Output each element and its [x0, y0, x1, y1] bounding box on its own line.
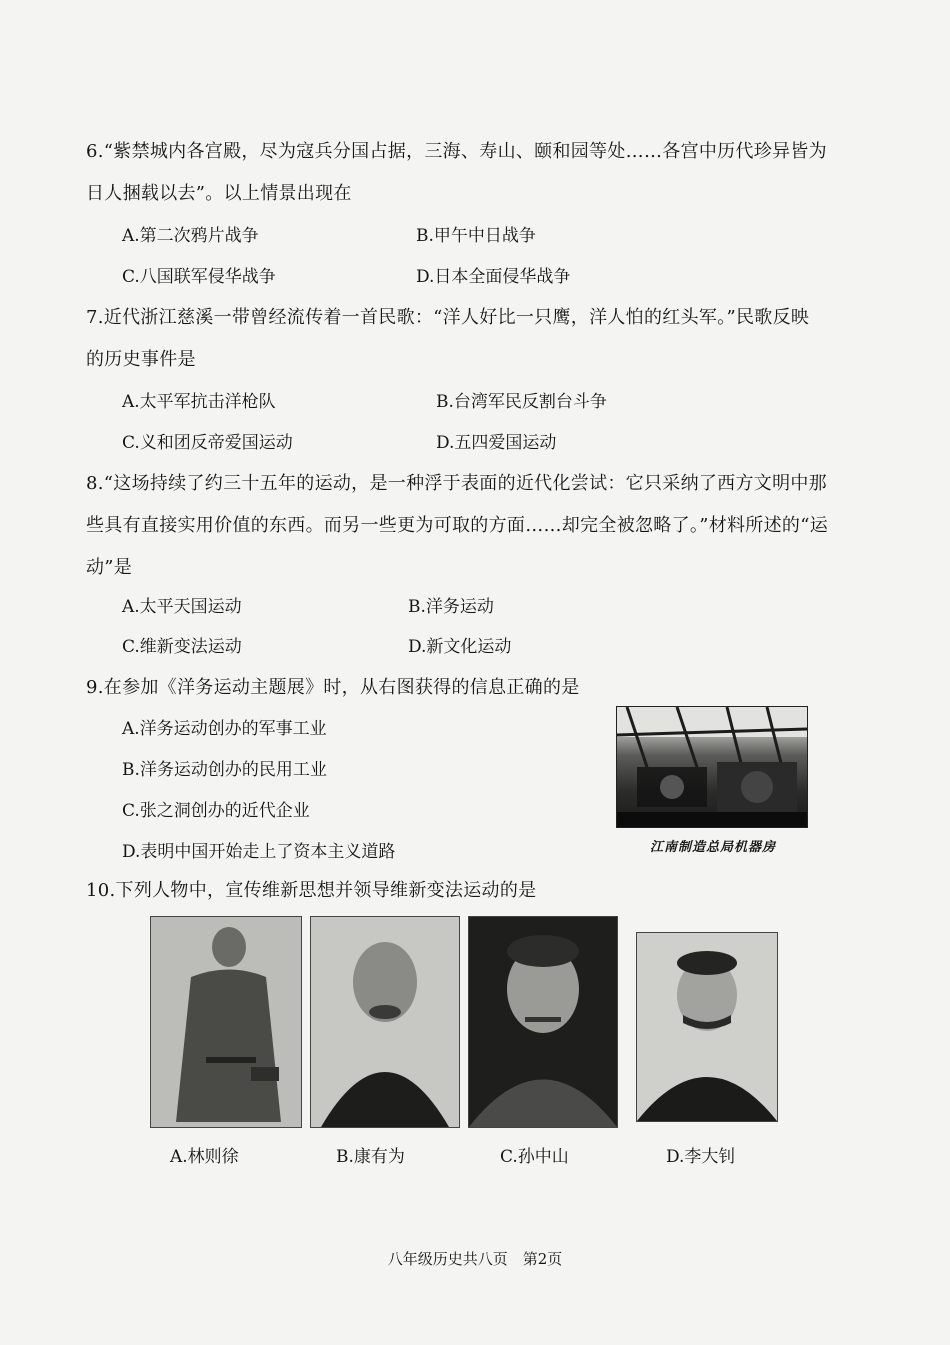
- q10-option-a[interactable]: A.林则徐: [170, 1147, 239, 1167]
- q7-option-b[interactable]: B.台湾军民反割台斗争: [436, 392, 607, 412]
- portrait-lin-zexu-drawing: [151, 917, 301, 1127]
- q6-option-b[interactable]: B.甲午中日战争: [416, 226, 536, 246]
- q6-option-d[interactable]: D.日本全面侵华战争: [416, 267, 571, 287]
- factory-photo-caption: 江南制造总局机器房: [649, 840, 776, 855]
- q8-stem-line2: 些具有直接实用价值的东西。而另一些更为可取的方面……却完全被忽略了。”材料所述的“运: [86, 515, 828, 536]
- q8-option-b[interactable]: B.洋务运动: [408, 597, 494, 617]
- q6-stem-line1: 6.“紫禁城内各宫殿，尽为寇兵分国占据，三海、寿山、颐和园等处……各宫中历代珍异皆为: [86, 141, 827, 162]
- q8-option-a[interactable]: A.太平天国运动: [122, 597, 242, 617]
- portrait-kang-youwei: [310, 916, 460, 1128]
- q9-option-c[interactable]: C.张之洞创办的近代企业: [122, 801, 310, 821]
- portrait-li-dazhao-drawing: [637, 933, 777, 1121]
- q6-option-c[interactable]: C.八国联军侵华战争: [122, 267, 276, 287]
- portrait-li-dazhao: [636, 932, 778, 1122]
- q9-option-d[interactable]: D.表明中国开始走上了资本主义道路: [122, 842, 396, 862]
- q9-option-b[interactable]: B.洋务运动创办的民用工业: [122, 760, 327, 780]
- factory-machine-room-photo: [616, 706, 808, 828]
- q10-option-b[interactable]: B.康有为: [336, 1147, 405, 1167]
- q7-option-a[interactable]: A.太平军抗击洋枪队: [122, 392, 276, 412]
- q9-stem-line1: 9.在参加《洋务运动主题展》时，从右图获得的信息正确的是: [86, 677, 580, 698]
- q6-option-a[interactable]: A.第二次鸦片战争: [122, 226, 259, 246]
- q9-option-a[interactable]: A.洋务运动创办的军事工业: [122, 719, 327, 739]
- portrait-sun-yatsen: [468, 916, 618, 1128]
- q8-stem-line1: 8.“这场持续了约三十五年的运动，是一种浮于表面的近代化尝试：它只采纳了西方文明中那: [86, 473, 827, 494]
- q8-option-c[interactable]: C.维新变法运动: [122, 637, 242, 657]
- q8-stem-line3: 动”是: [86, 557, 133, 578]
- q7-option-d[interactable]: D.五四爱国运动: [436, 433, 557, 453]
- q6-stem-line2: 日人捆载以去”。以上情景出现在: [86, 183, 352, 204]
- q10-stem-line1: 10.下列人物中，宣传维新思想并领导维新变法运动的是: [86, 880, 537, 901]
- portrait-kang-youwei-drawing: [311, 917, 459, 1127]
- q7-option-c[interactable]: C.义和团反帝爱国运动: [122, 433, 293, 453]
- portrait-sun-yatsen-drawing: [469, 917, 617, 1127]
- q7-stem-line2: 的历史事件是: [86, 349, 196, 370]
- q8-option-d[interactable]: D.新文化运动: [408, 637, 512, 657]
- page-footer: 八年级历史共八页 第2页: [387, 1250, 563, 1268]
- q7-stem-line1: 7.近代浙江慈溪一带曾经流传着一首民歌：“洋人好比一只鹰，洋人怕的红头军。”民歌反映: [86, 307, 810, 328]
- portrait-lin-zexu: [150, 916, 302, 1128]
- q10-option-c[interactable]: C.孙中山: [500, 1147, 569, 1167]
- factory-photo-drawing: [617, 707, 807, 827]
- q10-option-d[interactable]: D.李大钊: [666, 1147, 736, 1167]
